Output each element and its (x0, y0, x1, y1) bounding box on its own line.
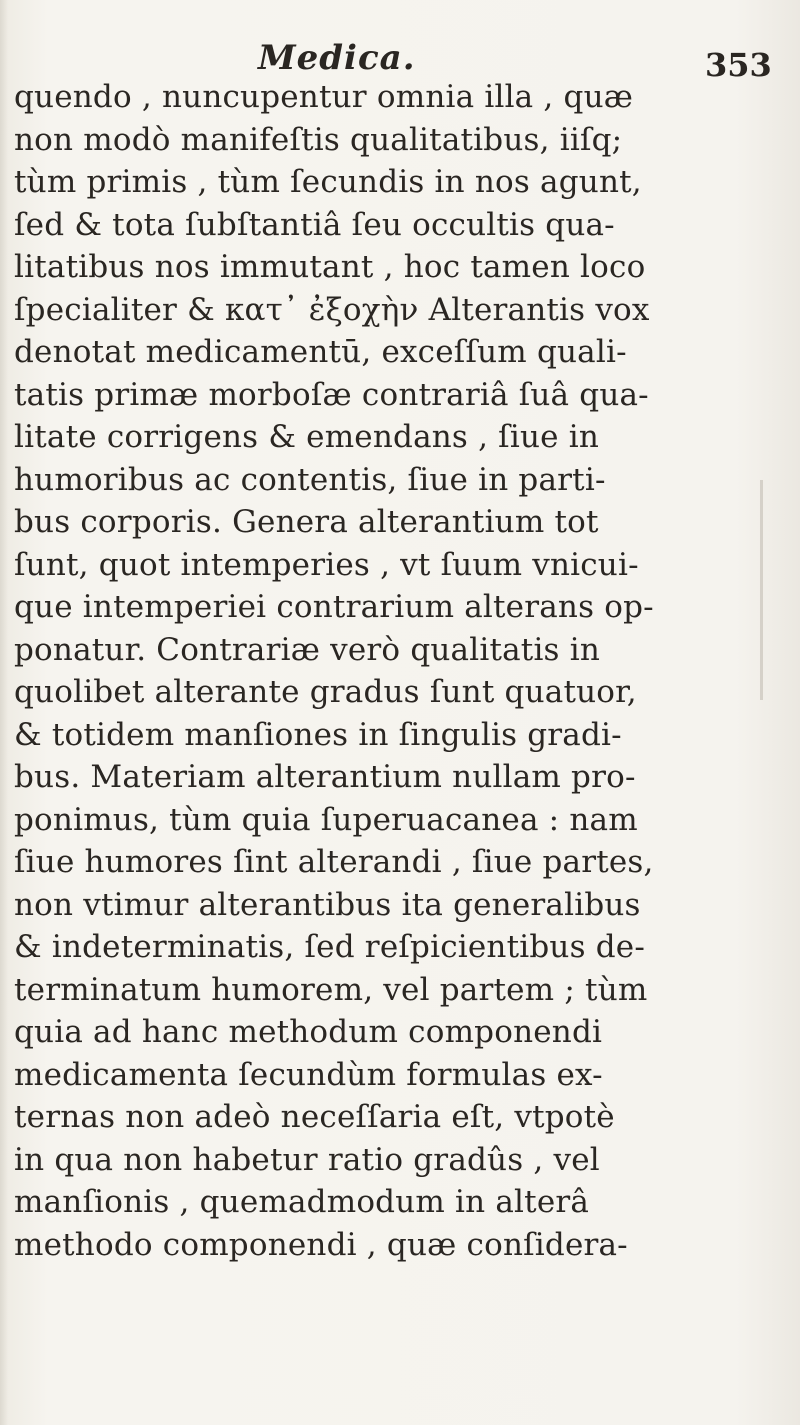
text-line: methodo componendi , quæ conſidera- (14, 1226, 628, 1263)
text-line: humoribus ac contentis, ſiue in parti- (14, 461, 606, 498)
text-line: quia ad hanc methodum componendi (14, 1014, 603, 1050)
text-line: in qua non habetur ratio gradûs , vel (14, 1141, 600, 1178)
text-line: ſpecialiter & κατ᾽ ἐξοχὴν Alterantis vox (14, 291, 650, 328)
text-line: non vtimur alterantibus ita generalibus (14, 886, 641, 923)
text-line: & indeterminatis, ſed reſpicientibus de- (14, 929, 645, 965)
text-line: ſiue humores ſint alterandi , ſiue partes, (14, 844, 654, 880)
text-line: denotat medicamentū, exceſſum quali- (14, 334, 627, 370)
running-title: Medica. (258, 38, 416, 78)
text-line: bus corporis. Genera alterantium tot (14, 504, 599, 540)
page-number: 353 (705, 46, 772, 84)
text-line: ponimus, tùm quia ſuperuacanea : nam (14, 801, 638, 838)
page-fold-shadow (0, 0, 8, 1425)
text-line: que intemperiei contrarium alterans op- (14, 589, 654, 625)
text-line: terminatum humorem, vel partem ; tùm (14, 971, 648, 1008)
text-line: ponatur. Contrariæ verò qualitatis in (14, 631, 601, 668)
text-line: tatis primæ morboſæ contrariâ ſuâ qua- (14, 376, 649, 413)
text-line: litate corrigens & emendans , ſiue in (14, 419, 600, 455)
text-line: tùm primis , tùm ſecundis in nos agunt, (14, 164, 642, 200)
body-text (14, 76, 794, 1266)
text-line: ſunt, quot intemperies , vt ſuum vnicui- (14, 546, 639, 583)
text-line: quolibet alterante gradus ſunt quatuor, (14, 674, 637, 710)
text-line: ſed & tota ſubſtantiâ ſeu occultis qua- (14, 206, 615, 243)
text-line: manſionis , quemadmodum in alterâ (14, 1184, 590, 1220)
text-line: quendo , nuncupentur omnia illa , quæ (14, 79, 634, 115)
text-line: medicamenta ſecundùm formulas ex- (14, 1056, 603, 1093)
text-line: litatibus nos immutant , hoc tamen loco (14, 249, 646, 285)
text-line: bus. Materiam alterantium nullam pro- (14, 759, 636, 795)
text-line: & totidem manſiones in ſingulis gradi- (14, 716, 622, 753)
text-line: ternas non adeò neceſſaria eſt, vtpotè (14, 1099, 615, 1135)
text-line: non modò manifeſtis qualitatibus, iiſq; (14, 121, 623, 158)
